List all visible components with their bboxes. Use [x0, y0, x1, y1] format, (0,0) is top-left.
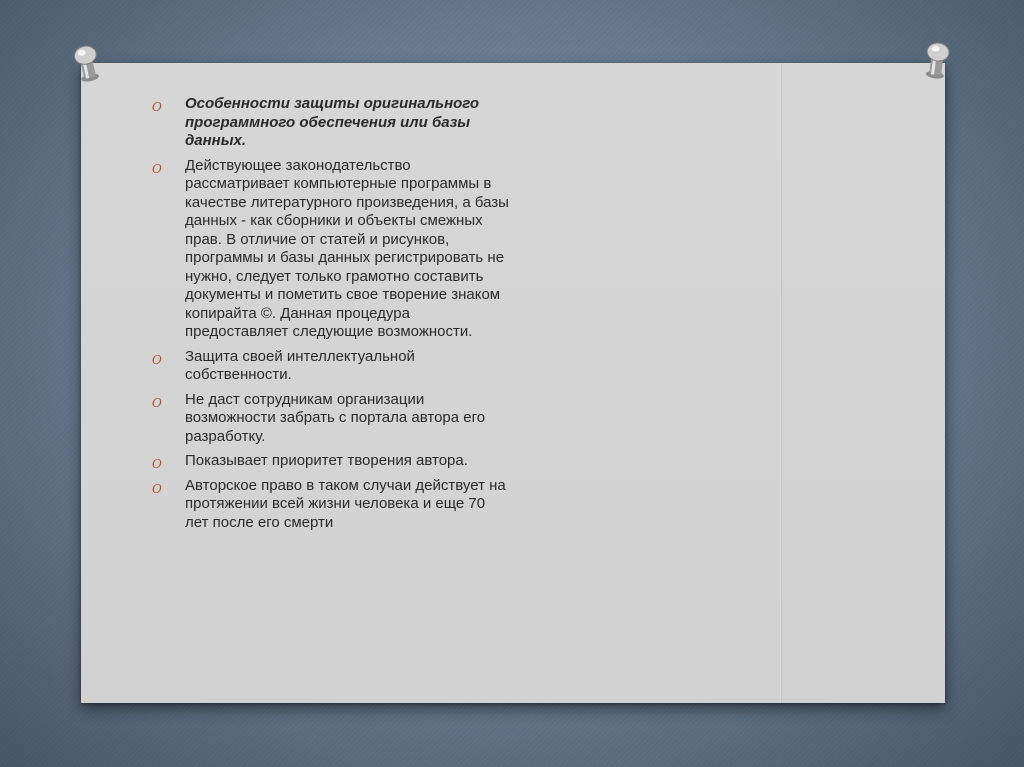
bullet-text: Действующее законодательство рассматривает компьютерные программы в качестве литературного произведения, а базы данных - как сборники и объекты смежных прав. В отличие от статей и рисунков, программы и базы данных регистрировать не нужно, следует только грамотно составить документы и пометить свое творение знаком копирайта ©. Данная процедура предоставляет следующие возможности. — [185, 156, 509, 340]
bullet-item — [150, 452, 510, 471]
bullet-item — [150, 157, 510, 342]
paper-fold-line — [780, 63, 782, 703]
bullet-text: Не даст сотрудникам организации возможности забрать с портала автора его разработку. — [185, 390, 486, 445]
bullet-item — [150, 477, 510, 533]
bullet-o-icon: O — [152, 161, 162, 176]
bullet-o-icon: O — [152, 457, 162, 471]
pin-right-icon — [919, 38, 954, 82]
bullet-heading-text: Особенности защиты оригинального программного обеспечения или базы данных. — [185, 95, 480, 149]
bullet-o-icon: O — [152, 100, 162, 114]
bullet-o-icon: O — [152, 395, 162, 410]
bullet-o-icon: O — [152, 481, 162, 496]
bullet-o-icon: O — [152, 352, 162, 367]
bullet-item — [150, 348, 510, 385]
slide-content — [150, 95, 510, 538]
bullet-item — [150, 391, 510, 447]
bullet-item — [150, 95, 510, 151]
bullet-text: Авторское право в таком случаи действует на протяжении всей жизни человека и еще 70 лет после его смерти — [185, 476, 506, 531]
bullet-text: Защита своей интеллектуальной собственности. — [185, 347, 415, 383]
bullet-text: Показывает приоритет творения автора. — [185, 452, 468, 469]
